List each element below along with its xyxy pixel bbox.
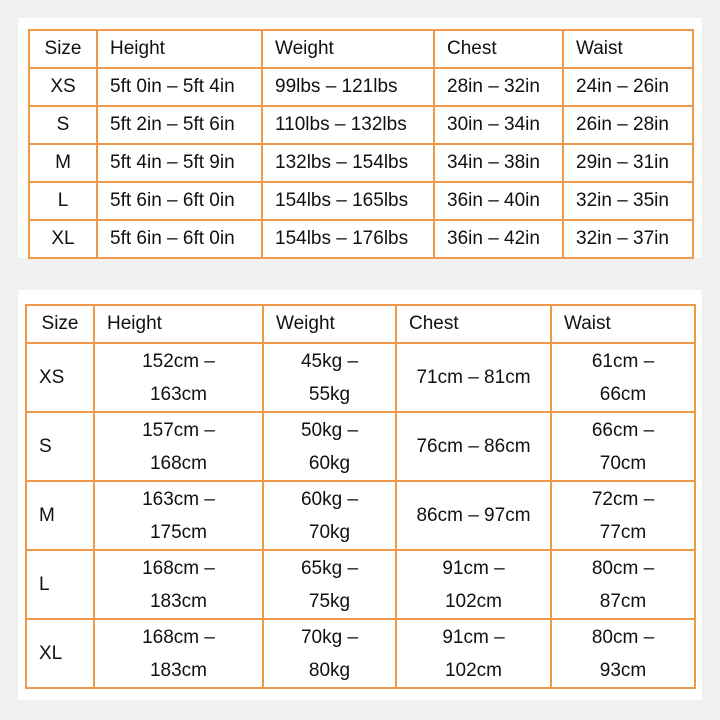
metric-table-row [26, 550, 695, 619]
imperial-cell-size: XS [29, 68, 97, 106]
metric-cell-line: 157cm – [142, 419, 215, 441]
imperial-table-row [29, 182, 693, 220]
metric-cell-waist [551, 481, 695, 550]
metric-cell-chest [396, 550, 551, 619]
metric-cell-line: 65kg – [300, 557, 359, 579]
metric-cell-chest [396, 412, 551, 481]
imperial-cell-height: 5ft 6in – 6ft 0in [97, 182, 262, 220]
metric-header-weight: Weight [263, 305, 396, 343]
metric-cell-size: XS [26, 343, 94, 412]
metric-cell-line: 102cm [444, 659, 503, 681]
metric-cell-line: 168cm – [142, 557, 215, 579]
metric-cell-size: L [26, 550, 94, 619]
imperial-cell-waist: 24in – 26in [563, 68, 693, 106]
metric-cell-height [94, 550, 263, 619]
metric-cell-line: 45kg – [300, 350, 359, 372]
metric-cell-line: 163cm – [142, 488, 215, 510]
metric-table-row [26, 619, 695, 688]
metric-cell-weight [263, 481, 396, 550]
metric-cell-line: 168cm – [142, 626, 215, 648]
imperial-cell-size: M [29, 144, 97, 182]
metric-header-waist: Waist [551, 305, 695, 343]
imperial-cell-height: 5ft 0in – 5ft 4in [97, 68, 262, 106]
metric-header-row [26, 305, 695, 343]
imperial-cell-height: 5ft 6in – 6ft 0in [97, 220, 262, 258]
metric-table-row [26, 343, 695, 412]
metric-cell-height [94, 619, 263, 688]
imperial-cell-waist: 29in – 31in [563, 144, 693, 182]
metric-cell-line: 70kg [308, 521, 351, 543]
imperial-cell-size: XL [29, 220, 97, 258]
metric-cell-line: 175cm [149, 521, 208, 543]
metric-cell-line: 183cm [149, 659, 208, 681]
metric-cell-line: 60kg [308, 452, 351, 474]
imperial-size-table [28, 29, 694, 259]
imperial-cell-weight: 132lbs – 154lbs [262, 144, 434, 182]
imperial-cell-chest: 36in – 40in [434, 182, 563, 220]
metric-cell-line: 61cm – [591, 350, 655, 372]
metric-cell-height [94, 412, 263, 481]
metric-cell-line: 102cm [444, 590, 503, 612]
metric-cell-line: 75kg [308, 590, 351, 612]
imperial-cell-chest: 30in – 34in [434, 106, 563, 144]
imperial-header-chest: Chest [434, 30, 563, 68]
imperial-header-row [29, 30, 693, 68]
imperial-cell-chest: 36in – 42in [434, 220, 563, 258]
metric-cell-waist [551, 550, 695, 619]
metric-table-row [26, 412, 695, 481]
metric-cell-line: 80kg [308, 659, 351, 681]
imperial-cell-weight: 99lbs – 121lbs [262, 68, 434, 106]
metric-cell-weight [263, 619, 396, 688]
metric-cell-line: 80cm – [591, 626, 655, 648]
metric-cell-line: 72cm – [591, 488, 655, 510]
metric-cell-chest [396, 619, 551, 688]
imperial-cell-waist: 32in – 35in [563, 182, 693, 220]
imperial-header-size: Size [29, 30, 97, 68]
imperial-cell-waist: 32in – 37in [563, 220, 693, 258]
imperial-cell-size: L [29, 182, 97, 220]
metric-cell-waist [551, 619, 695, 688]
metric-cell-line: 71cm – 81cm [416, 367, 531, 388]
imperial-cell-height: 5ft 4in – 5ft 9in [97, 144, 262, 182]
imperial-table-row [29, 106, 693, 144]
metric-cell-weight [263, 343, 396, 412]
imperial-header-weight: Weight [262, 30, 434, 68]
metric-cell-line: 66cm – [591, 419, 655, 441]
metric-cell-waist [551, 412, 695, 481]
metric-cell-line: 87cm [599, 590, 647, 612]
metric-cell-line: 70kg – [300, 626, 359, 648]
metric-cell-line: 152cm – [142, 350, 215, 372]
metric-cell-line: 163cm [149, 383, 208, 405]
metric-cell-line: 93cm [599, 659, 647, 681]
metric-cell-size: XL [26, 619, 94, 688]
metric-cell-line: 168cm [149, 452, 208, 474]
imperial-table-row [29, 144, 693, 182]
metric-cell-line: 80cm – [591, 557, 655, 579]
imperial-cell-weight: 154lbs – 176lbs [262, 220, 434, 258]
metric-cell-weight [263, 550, 396, 619]
metric-cell-line: 91cm – [442, 626, 505, 648]
metric-header-chest: Chest [396, 305, 551, 343]
imperial-cell-weight: 110lbs – 132lbs [262, 106, 434, 144]
imperial-cell-size: S [29, 106, 97, 144]
metric-header-height: Height [94, 305, 263, 343]
metric-cell-chest [396, 343, 551, 412]
imperial-cell-chest: 28in – 32in [434, 68, 563, 106]
metric-cell-line: 66cm [599, 383, 647, 405]
metric-cell-line: 60kg – [300, 488, 359, 510]
imperial-header-waist: Waist [563, 30, 693, 68]
metric-cell-height [94, 343, 263, 412]
metric-cell-size: M [26, 481, 94, 550]
metric-cell-line: 77cm [599, 521, 647, 543]
metric-cell-line: 86cm – 97cm [416, 505, 531, 526]
imperial-cell-weight: 154lbs – 165lbs [262, 182, 434, 220]
imperial-table-row [29, 220, 693, 258]
imperial-cell-chest: 34in – 38in [434, 144, 563, 182]
metric-cell-line: 70cm [599, 452, 647, 474]
metric-cell-line: 50kg – [300, 419, 359, 441]
metric-size-table [25, 304, 696, 689]
metric-header-size: Size [26, 305, 94, 343]
metric-cell-line: 76cm – 86cm [416, 436, 531, 457]
imperial-cell-waist: 26in – 28in [563, 106, 693, 144]
metric-cell-height [94, 481, 263, 550]
imperial-header-height: Height [97, 30, 262, 68]
imperial-table-row [29, 68, 693, 106]
metric-cell-line: 91cm – [442, 557, 505, 579]
metric-cell-line: 55kg [308, 383, 351, 405]
metric-table-row [26, 481, 695, 550]
metric-cell-chest [396, 481, 551, 550]
metric-cell-line: 183cm [149, 590, 208, 612]
imperial-cell-height: 5ft 2in – 5ft 6in [97, 106, 262, 144]
metric-cell-size: S [26, 412, 94, 481]
metric-cell-waist [551, 343, 695, 412]
metric-cell-weight [263, 412, 396, 481]
